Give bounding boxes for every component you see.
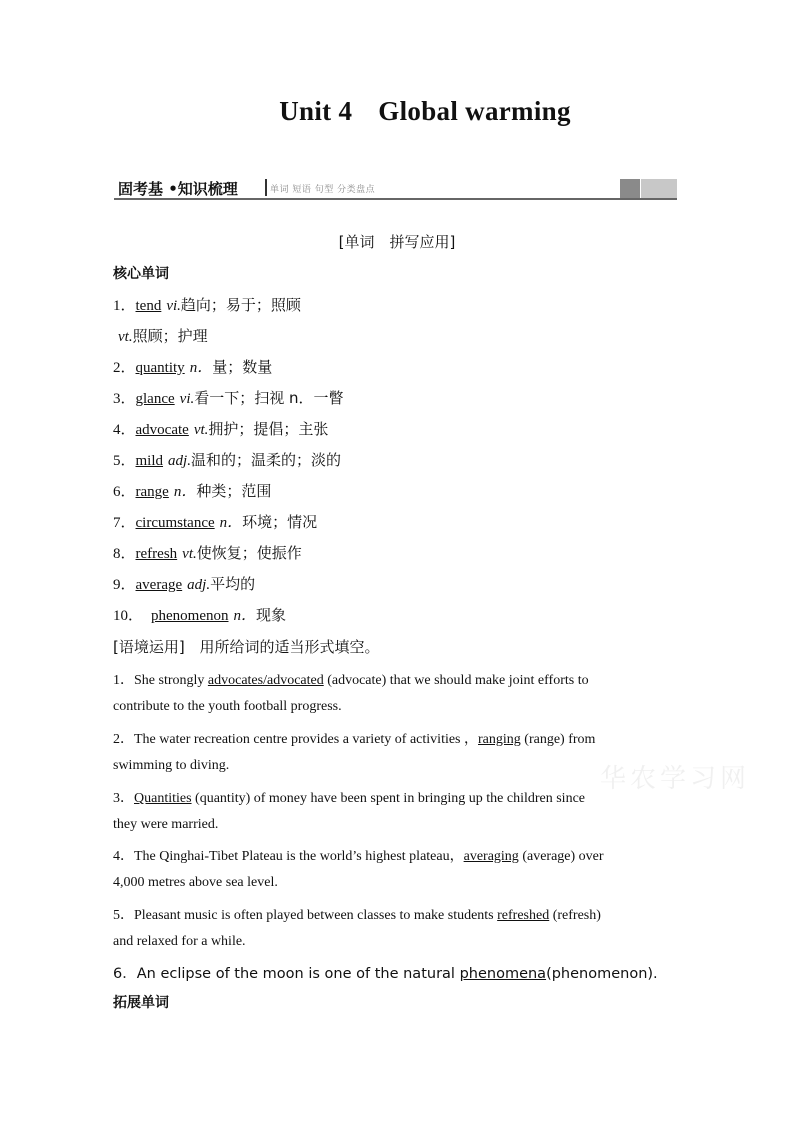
word-meaning: 量；数量 [212, 358, 273, 376]
word-pos: vt. [193, 422, 209, 438]
word-number: 7． [113, 515, 136, 531]
word-number: 9． [113, 577, 136, 593]
word-answer: advocate [135, 422, 189, 438]
sentence-text: Pleasant music is often played between classes to make students [134, 908, 498, 923]
context-instruction: 用所给词的适当形式填空。 [199, 638, 380, 656]
sentence-item [113, 845, 678, 865]
core-words-heading: 核心单词 [113, 266, 169, 282]
word-answer: quantity [135, 360, 185, 376]
word-meaning: 现象 [256, 606, 287, 624]
sentence-text: The Qinghai-Tibet Plateau is the world’s highest plateau， [134, 849, 464, 864]
word-pos: n． [233, 608, 257, 624]
context-tag: [语境运用] [113, 638, 185, 656]
sentence-text-after: (range) from [520, 732, 596, 747]
word-number: 10． [113, 608, 144, 624]
sentence-answer: phenomena [459, 966, 547, 982]
sentence-text-after: (phenomenon). [546, 966, 658, 982]
sentence-item [113, 962, 658, 983]
word-item [113, 542, 302, 563]
word-number: 3． [113, 391, 136, 407]
word-answer: mild [135, 453, 164, 469]
sentence-item [113, 669, 678, 689]
word-number: 5． [113, 453, 136, 469]
banner-subtitle: 单词 短语 句型 分类盘点 [270, 185, 376, 195]
word-number: 8． [113, 546, 136, 562]
banner-block-light [641, 179, 677, 198]
sentence-number: 4． [113, 849, 134, 864]
word-pos: vi. [179, 391, 195, 407]
banner-title: 固考基 •知识梳理 [118, 180, 238, 198]
sentence-number: 1． [113, 673, 134, 688]
watermark: 华农学习网 [600, 764, 751, 794]
word-meaning: 环境；情况 [242, 513, 318, 531]
word-meaning: 趋向；易于；照顾 [180, 296, 301, 314]
sentence-continuation: 4,000 metres above sea level. [113, 875, 278, 890]
word-number: 2． [113, 360, 136, 376]
word-item [113, 511, 317, 532]
sentence-item [113, 728, 678, 748]
section-title: [单词 拼写应用] [338, 233, 456, 251]
unit-name: Global warming [378, 96, 571, 126]
sentence-number: 3． [113, 791, 134, 806]
sentence-answer: averaging [463, 849, 519, 864]
word-meaning: 种类；范围 [196, 482, 272, 500]
section-banner [114, 176, 677, 201]
word-item [113, 387, 344, 408]
sentence-answer: refreshed [497, 908, 550, 923]
unit-label: Unit 4 [279, 96, 353, 126]
word-pos: adj. [168, 453, 191, 469]
page-title [0, 96, 794, 127]
word-answer: refresh [135, 546, 178, 562]
banner-rule [114, 198, 677, 200]
word-number: 6． [113, 484, 136, 500]
sentence-answer: ranging [478, 732, 521, 747]
sentence-continuation: and relaxed for a while. [113, 934, 246, 949]
banner-separator [265, 179, 267, 196]
word-item [113, 573, 255, 594]
sentence-answer: advocates/advocated [207, 673, 324, 688]
word-answer: glance [135, 391, 175, 407]
word-answer: tend [135, 298, 162, 314]
word-item [113, 418, 328, 439]
sentence-number: 6． [113, 966, 137, 982]
word-item [113, 604, 286, 625]
word-item [113, 325, 208, 346]
word-meaning: 平均的 [210, 575, 256, 593]
word-pos: vt. [118, 329, 133, 345]
word-item [113, 480, 271, 501]
word-answer: circumstance [135, 515, 215, 531]
sentence-text: She strongly [134, 673, 208, 688]
word-pos: n． [173, 484, 197, 500]
word-number: 4． [113, 422, 136, 438]
sentence-item [113, 787, 678, 807]
sentence-text-after: (refresh) [549, 908, 601, 923]
sentence-continuation: they were married. [113, 817, 219, 832]
word-meaning: 拥护；提倡；主张 [208, 420, 329, 438]
word-pos: adj. [187, 577, 211, 593]
word-meaning: 使恢复；使振作 [196, 544, 302, 562]
sentence-number: 5． [113, 908, 134, 923]
context-heading [113, 636, 380, 657]
sentence-text: The water recreation centre provides a variety of activities ， [134, 732, 479, 747]
word-pos: n． [219, 515, 243, 531]
sentence-answer: Quantities [134, 791, 192, 806]
word-pos: n． [189, 360, 213, 376]
sentence-text: An eclipse of the moon is one of the natural [136, 966, 460, 982]
banner-block-dark [620, 179, 640, 198]
sentence-text-after: (advocate) that we should make joint efforts to [323, 673, 589, 688]
word-pos: vi. [166, 298, 181, 314]
word-answer: range [135, 484, 169, 500]
word-answer: phenomenon [151, 608, 229, 624]
word-number: 1． [113, 298, 136, 314]
word-meaning: 温和的；温柔的；淡的 [190, 451, 341, 469]
word-answer [113, 329, 116, 345]
sentence-number: 2． [113, 732, 134, 747]
word-meaning: 照顾；护理 [132, 327, 208, 345]
word-pos: vt. [182, 546, 197, 562]
sentence-continuation: contribute to the youth football progress. [113, 699, 342, 714]
sentence-continuation: swimming to diving. [113, 758, 230, 773]
sentence-item [113, 904, 678, 924]
word-item [113, 356, 272, 377]
extend-words-heading: 拓展单词 [113, 995, 169, 1011]
word-answer: average [135, 577, 183, 593]
word-meaning: 看一下；扫视 n．一瞥 [194, 389, 344, 407]
word-item [113, 449, 341, 470]
sentence-text-after: (quantity) of money have been spent in bringing up the children since [191, 791, 585, 806]
word-item [113, 294, 301, 315]
sentence-text-after: (average) over [518, 849, 604, 864]
